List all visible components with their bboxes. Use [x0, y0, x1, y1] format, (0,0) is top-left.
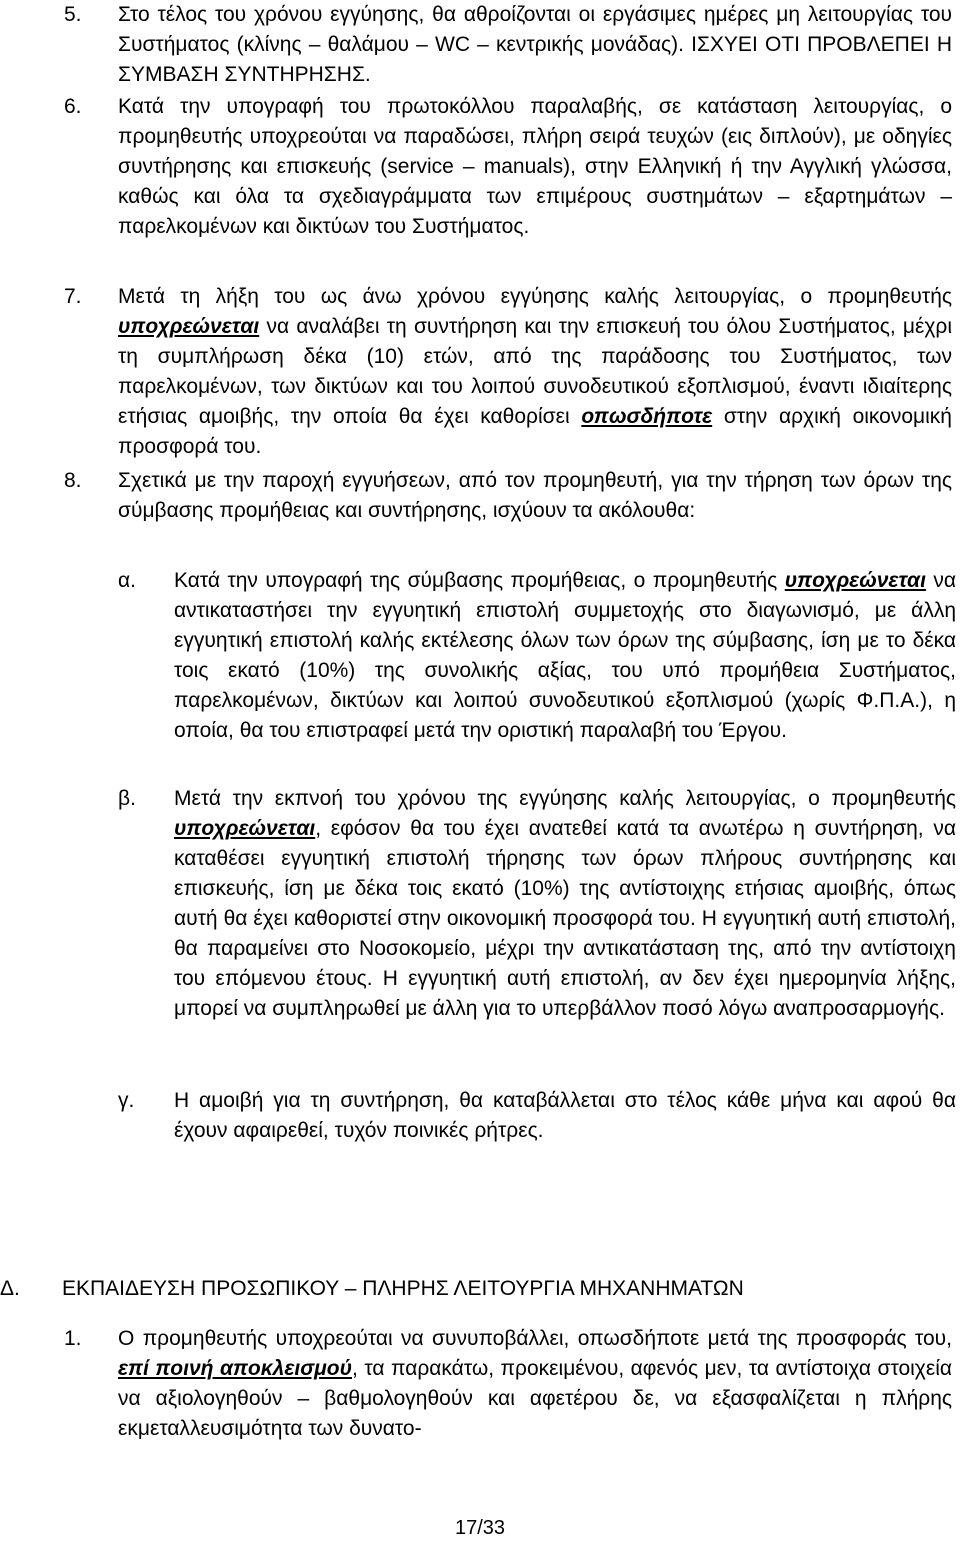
sub-item-letter: γ.: [118, 1089, 135, 1112]
section-title: ΕΚΠΑΙΔΕΥΣΗ ΠΡΟΣΩΠΙΚΟΥ – ΠΛΗΡΗΣ ΛΕΙΤΟΥΡΓΙΑ ΜΗΧΑΝΗΜΑΤΩΝ: [62, 1277, 744, 1300]
page-number: 17/33: [454, 1517, 506, 1539]
sub-item-text: Μετά την εκπνοή του χρόνου της εγγύησης καλής λειτουργίας, ο προμηθευτής υποχρεώνεται, εφόσον θα του έχει ανατεθεί κατά τα ανωτέρω η συντήρηση, να καταθέσει εγγυητική επιστολή τήρησης των όρων πλήρους συντήρησης και επισκευής, ίση με δέκα τοις εκατό (10%) της αντίστοιχης ετήσιας αμοιβής, όπως αυτή θα έχει καθοριστεί στην οικονομική προσφορά του. Η εγγυητική αυτή επιστολή, θα παραμείνει στο Νοσοκομείο, μέχρι την αντικατάσταση της, από την αντίστοιχη του επόμενου έτους. Η εγγυητική αυτή επιστολή, αν δεν έχει ημερομηνία λήξης, μπορεί να συμπληρωθεί με άλλη για το υπερβάλλον ποσό λόγω αναπροσαρμογής.: [174, 787, 956, 1020]
item-text: Στο τέλος του χρόνου εγγύησης, θα αθροίζονται οι εργάσιμες ημέρες μη λειτουργίας του Συστήματος (κλίνης – θαλάμου – WC – κεντρικής μονάδας). ΙΣΧΥΕΙ ΟΤΙ ΠΡΟΒΛΕΠΕΙ Η ΣΥΜΒΑΣΗ ΣΥΝΤΗΡΗΣΗΣ.: [118, 3, 952, 86]
emphasized-text: οπωσδήποτε: [581, 405, 713, 428]
item-number: 1.: [64, 1327, 82, 1350]
emphasized-text: επί ποινή αποκλεισμού: [118, 1357, 353, 1380]
item-number: 5.: [64, 3, 82, 26]
item-number: 6.: [64, 95, 82, 118]
section-letter: Δ.: [0, 1277, 20, 1300]
item-text: Ο προμηθευτής υποχρεούται να συνυποβάλλει, οπωσδήποτε μετά της προσφοράς του, επί ποινή αποκλεισμού, τα παρακάτω, προκειμένου, αφενός μεν, τα αντίστοιχα στοιχεία να αξιολογηθούν – βαθμολογηθούν και αφετέρου δε, να εξασφαλίζεται η πλήρης εκμεταλλευσιμότητα των δυνατο-: [118, 1327, 952, 1440]
sub-item-text: Η αμοιβή για τη συντήρηση, θα καταβάλλεται στο τέλος κάθε μήνα και αφού θα έχουν αφαιρεθεί, τυχόν ποινικές ρήτρες.: [174, 1089, 956, 1142]
item-text: Κατά την υπογραφή του πρωτοκόλλου παραλαβής, σε κατάσταση λειτουργίας, ο προμηθευτής υποχρεούται να παραδώσει, πλήρη σειρά τευχών (εις διπλούν), με οδηγίες συντήρησης και επισκευής (service – manuals), στην Ελληνική ή την Αγγλική γλώσσα, καθώς και όλα τα σχεδιαγράμματα των επιμέρους συστημάτων – εξαρτημάτων – παρελκομένων και δικτύων του Συστήματος.: [118, 95, 952, 238]
item-text: Μετά τη λήξη του ως άνω χρόνου εγγύησης καλής λειτουργίας, ο προμηθευτής υποχρεώνεται να αναλάβει τη συντήρηση και την επισκευή του όλου Συστήματος, μέχρι τη συμπλήρωση δέκα (10) ετών, από της παράδοσης του Συστήματος, των παρελκομένων, των δικτύων και του λοιπού συνοδευτικού εξοπλισμού, έναντι ιδιαίτερης ετήσιας αμοιβής, την οποία θα έχει καθορίσει οπωσδήποτε στην αρχική οικονομική προσφορά του.: [118, 285, 952, 458]
emphasized-text: υποχρεώνεται: [784, 569, 926, 592]
item-number: 8.: [64, 469, 82, 492]
sub-item-letter: α.: [118, 569, 136, 592]
emphasized-text: υποχρεώνεται: [118, 315, 260, 338]
sub-item-letter: β.: [118, 787, 136, 810]
emphasized-text: υποχρεώνεται: [174, 817, 316, 840]
item-text: Σχετικά με την παροχή εγγυήσεων, από τον προμηθευτή, για την τήρηση των όρων της σύμβασης προμήθειας και συντήρησης, ισχύουν τα ακόλουθα:: [118, 469, 952, 522]
item-number: 7.: [64, 285, 82, 308]
sub-item-text: Κατά την υπογραφή της σύμβασης προμήθειας, ο προμηθευτής υποχρεώνεται να αντικαταστήσει την εγγυητική επιστολή συμμετοχής στο διαγωνισμό, με άλλη εγγυητική επιστολή καλής εκτέλεσης όλων των όρων της σύμβασης, ίση με το δέκα τοις εκατό (10%) της συνολικής αξίας, του υπό προμήθεια Συστήματος, παρελκομένων, δικτύων και λοιπού συνοδευτικού εξοπλισμού (χωρίς Φ.Π.Α.), η οποία, θα του επιστραφεί μετά την οριστική παραλαβή του Έργου.: [174, 569, 956, 742]
